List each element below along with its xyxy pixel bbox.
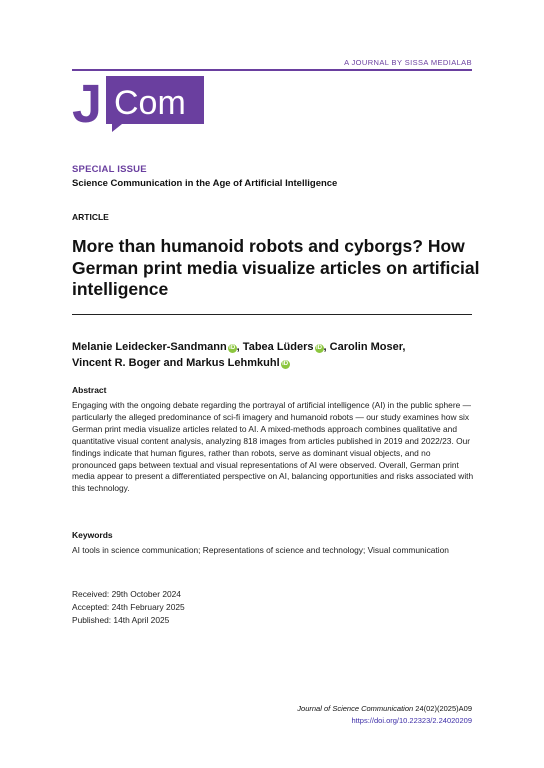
date-received: Received: 29th October 2024	[72, 589, 181, 599]
abstract-text: Engaging with the ongoing debate regarding the portrayal of artificial intelligence (AI) in the public sphere — particularly the alleged predominance of sci-fi imagery and humanoid robots — our study examines how six German print media visualize articles related to AI. A mixed-methods approach combines qualitative and quantitative visual content analysis, analyzing 818 images from articles published in 2019 and 2022/23. Our findings indicate that human figures, rather than robots, serve as dominant visual objects, and no pronounced gaps between textual and visual representations of AI were observed. Overall, German print media appear to present a differentiated perspective on AI, balancing opportunities and risks associated with this technology.	[72, 400, 474, 494]
orcid-icon[interactable]: iD	[316, 345, 323, 351]
article-title: More than humanoid robots and cyborgs? How German print media visualize articles on artificial intelligence	[72, 236, 480, 299]
author-name: Melanie Leidecker-Sandmann	[72, 341, 227, 353]
date-accepted: Accepted: 24th February 2025	[72, 602, 185, 612]
footer-citation	[297, 704, 472, 713]
abstract-heading: Abstract	[72, 385, 107, 395]
publication-dates	[72, 588, 185, 627]
orcid-icon[interactable]: iD	[282, 361, 289, 367]
logo-letter-j: J	[72, 76, 103, 132]
author-separator: ,	[323, 341, 330, 353]
orcid-icon[interactable]: iD	[229, 345, 236, 351]
footer-citation-number: 24(02)(2025)A09	[413, 704, 472, 713]
author-separator: and	[160, 357, 187, 369]
footer-journal-name: Journal of Science Communication	[297, 704, 414, 713]
special-issue-title: Science Communication in the Age of Artificial Intelligence	[72, 178, 338, 189]
date-published: Published: 14th April 2025	[72, 615, 170, 625]
special-issue-label: SPECIAL ISSUE	[72, 164, 147, 175]
author-name: Vincent R. Boger	[72, 357, 161, 369]
logo-word-com: Com	[114, 84, 186, 122]
jcom-logo	[72, 76, 204, 132]
author-name: Tabea Lüders	[242, 341, 314, 353]
footer-doi-link[interactable]: https://doi.org/10.22323/2.24020209	[351, 716, 472, 725]
keywords-text: AI tools in science communication; Representations of science and technology; Visual communication	[72, 545, 449, 555]
author-name: Markus Lehmkuhl	[186, 357, 280, 369]
author-separator: ,	[402, 341, 406, 353]
author-name: Carolin Moser	[329, 341, 403, 353]
article-type: ARTICLE	[72, 212, 109, 222]
title-rule	[72, 314, 472, 315]
author-list	[72, 339, 482, 371]
author-separator: ,	[236, 341, 243, 353]
keywords-heading: Keywords	[72, 530, 113, 540]
top-rule	[72, 69, 472, 71]
journal-tag: A JOURNAL BY SISSA MEDIALAB	[344, 58, 472, 67]
